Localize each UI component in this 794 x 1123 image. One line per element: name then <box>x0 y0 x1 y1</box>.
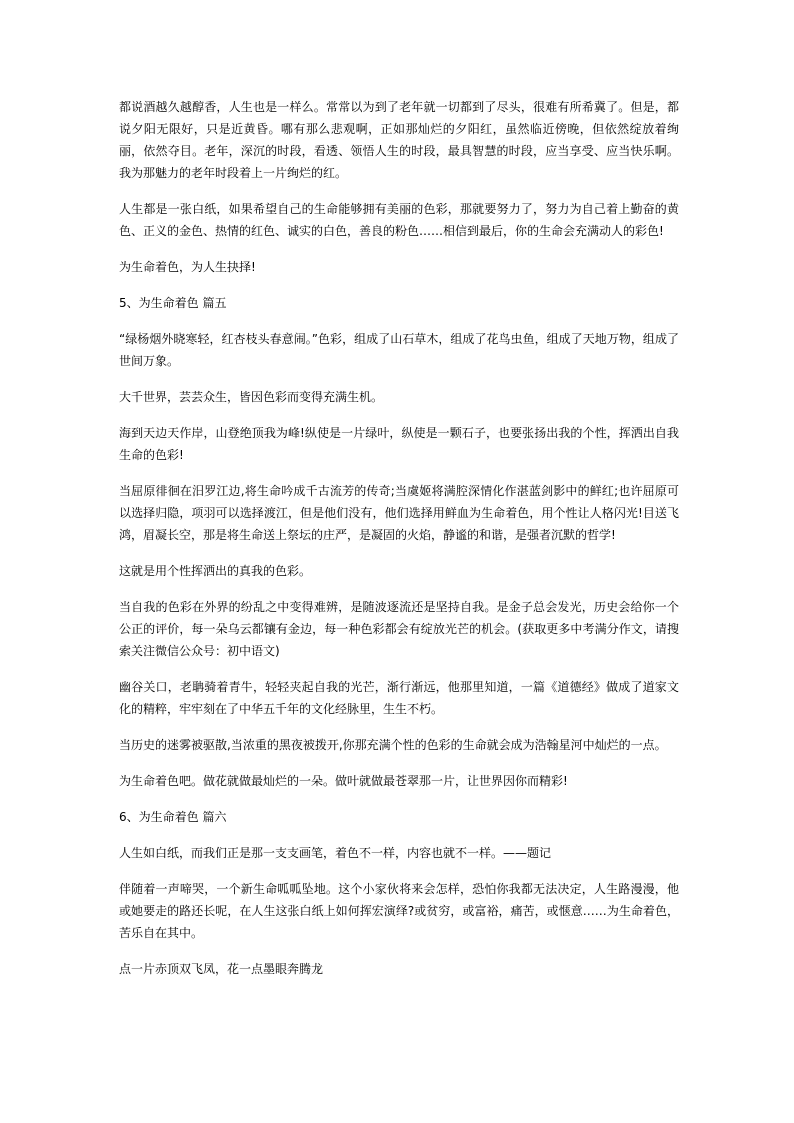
paragraph: 人生都是一张白纸，如果希望自己的生命能够拥有美丽的色彩，那就要努力了，努力为自己着上勤奋的黄色、正义的金色、热情的红色、诚实的白色，善良的粉色……相信到最后，你的生命会充满动人的彩色! <box>119 202 679 238</box>
paragraph: 大千世界，芸芸众生，皆因色彩而变得充满生机。 <box>119 390 384 404</box>
document-body <box>119 96 679 994</box>
paragraph: 当屈原徘徊在汨罗江边,将生命吟成千古流芳的传奇;当虞姬将满腔深情化作湛蓝剑影中的鲜红;也许屈原可以选择归隐，项羽可以选择渡江，但是他们没有，他们选择用鲜血为生命着色，用个性让人格闪光!目送飞鸿，眉凝长空，那是将生命送上祭坛的庄严，是凝固的火焰，静谧的和谐，是强者沉默的哲学! <box>119 484 679 542</box>
paragraph: 海到天边天作岸，山登绝顶我为峰!纵使是一片绿叶，纵使是一颗石子，也要张扬出我的个性，挥洒出自我生命的色彩! <box>119 426 679 462</box>
section-heading: 6、为生命着色 篇六 <box>119 810 227 824</box>
paragraph: 当历史的迷雾被驱散,当浓重的黑夜被拨开,你那充满个性的色彩的生命就会成为浩翰星河中灿烂的一点。 <box>119 738 667 752</box>
paragraph: 当自我的色彩在外界的纷乱之中变得难辨，是随波逐流还是坚持自我。是金子总会发光，历史会给你一个公正的评价，每一朵乌云都镶有金边，每一种色彩都会有绽放光芒的机会。(获取更多中考满分作文，请搜索关注微信公众号：初中语文) <box>119 600 679 658</box>
paragraph: 幽谷关口，老聃骑着青牛，轻轻夹起自我的光芒，渐行渐远，他那里知道，一篇《道德经》做成了道家文化的精粹，牢牢刻在了中华五千年的文化经脉里，生生不朽。 <box>119 680 679 716</box>
paragraph: 伴随着一声啼哭，一个新生命呱呱坠地。这个小家伙将来会怎样，恐怕你我都无法决定，人生路漫漫，他或她要走的路还长呢，在人生这张白纸上如何挥宏演绎?或贫穷，或富裕，痛苦，或惬意……为生命着色，苦乐自在其中。 <box>119 882 679 940</box>
paragraph: 为生命着色吧。做花就做最灿烂的一朵。做叶就做最苍翠那一片，让世界因你而精彩! <box>119 774 568 788</box>
paragraph: 这就是用个性挥洒出的真我的色彩。 <box>119 564 312 578</box>
paragraph: 为生命着色，为人生抉择! <box>119 260 256 274</box>
paragraph: 人生如白纸，而我们正是那一支支画笔，着色不一样，内容也就不一样。——题记 <box>119 846 552 860</box>
section-heading: 5、为生命着色 篇五 <box>119 296 227 310</box>
paragraph: 点一片赤顶双飞凤，花一点墨眼奔腾龙 <box>119 962 324 976</box>
paragraph: 都说酒越久越醇香，人生也是一样么。常常以为到了老年就一切都到了尽头，很难有所希冀了。但是，都说夕阳无限好，只是近黄昏。哪有那么悲观啊，正如那灿烂的夕阳红，虽然临近傍晚，但依然绽放着绚丽，依然夺目。老年，深沉的时段，看透、领悟人生的时段，最具智慧的时段，应当享受、应当快乐啊。我为那魅力的老年时段着上一片绚烂的红。 <box>119 100 679 180</box>
paragraph: “绿杨烟外晓寒轻，红杏枝头春意闹。”色彩，组成了山石草木，组成了花鸟虫鱼，组成了天地万物，组成了世间万象。 <box>119 332 679 368</box>
